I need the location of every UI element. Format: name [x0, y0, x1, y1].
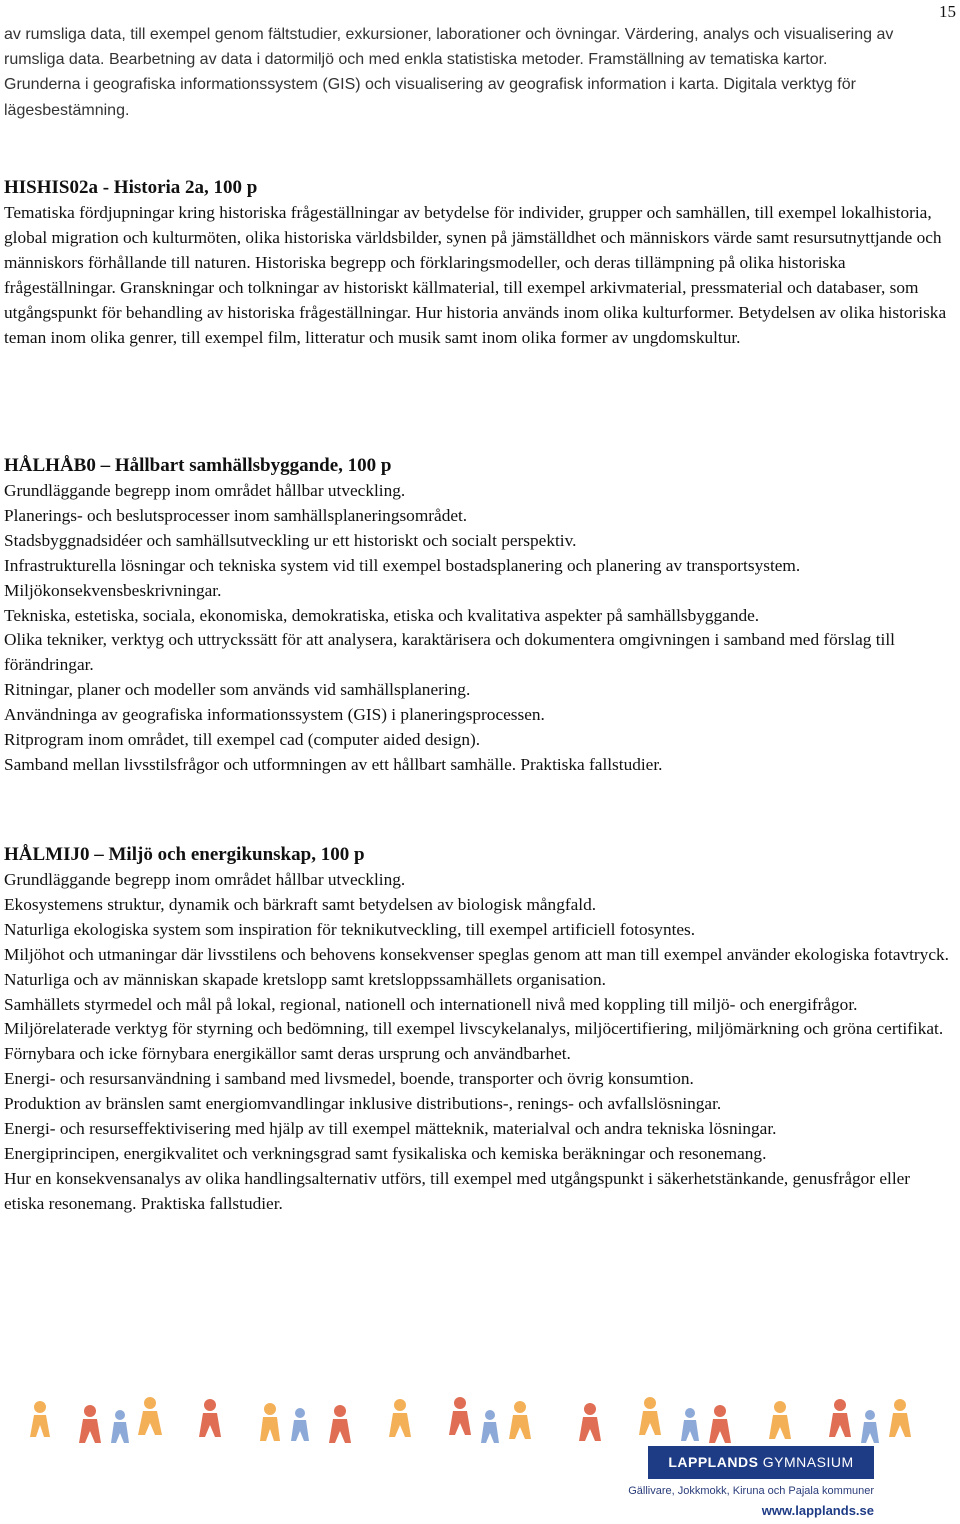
dancing-figures-decoration	[0, 1393, 960, 1453]
content-line: Planerings- och beslutsprocesser inom samhällsplaneringsområdet.	[4, 505, 468, 525]
course-heading: HISHIS02a - Historia 2a, 100 p	[4, 177, 258, 198]
content-line: Samhällets styrmedel och mål på lokal, regional, nationell och internationell nivå med koppling till miljö- och energifrågor.	[4, 994, 858, 1014]
content-line: Hur en konsekvensanalys av olika handlingsalternativ utförs, till exempel med utgångspunkt i säkerhetstänkande, genusfrågor eller etiska resonemang. Praktiska fallstudier.	[4, 1168, 911, 1213]
content-line: Ekosystemens struktur, dynamik och bärkraft samt betydelsen av biologisk mångfald.	[4, 894, 597, 914]
website-link[interactable]: www.lapplands.se	[761, 1503, 874, 1518]
brand-sub: GYMNASIUM	[762, 1454, 854, 1470]
municipalities-text: Gällivare, Jokkmokk, Kiruna och Pajala kommuner	[628, 1485, 874, 1497]
brand-main: LAPPLANDS	[668, 1454, 759, 1470]
content-line: Grundläggande begrepp inom området hållbar utveckling.	[4, 870, 406, 889]
school-logo-bar	[648, 1446, 874, 1479]
content-line: Produktion av bränslen samt energiomvandlingar inklusive distributions-, renings- och avfallslösningar.	[4, 1094, 722, 1114]
content-line: Ritprogram inom området, till exempel cad (computer aided design).	[4, 730, 481, 750]
content-line: Naturliga ekologiska system som inspiration för teknikutveckling, till exempel artificiell fotosyntes.	[4, 919, 696, 939]
course-section-historia	[4, 175, 954, 350]
school-footer	[0, 1393, 960, 1524]
content-line: Energiprincipen, energikvalitet och verkningsgrad samt fysikaliska och kemiska beräkningar och resonemang.	[4, 1143, 767, 1163]
course-heading: HÅLHÅB0 – Hållbart samhällsbyggande, 100 p	[4, 455, 392, 476]
content-line: Energi- och resurseffektivisering med hjälp av till exempel mätteknik, materialval och andra tekniska lösningar.	[4, 1119, 777, 1139]
course-section-miljo	[4, 842, 954, 1217]
content-line: Naturliga och av människan skapade kretslopp samt kretsloppssamhällets organisation.	[4, 969, 606, 989]
content-line: Förnybara och icke förnybara energikällor samt deras ursprung och användbarhet.	[4, 1044, 571, 1064]
course-heading: HÅLMIJ0 – Miljö och energikunskap, 100 p	[4, 844, 365, 865]
content-line: Användninga av geografiska informationssystem (GIS) i planeringsprocessen.	[4, 705, 545, 725]
intro-paragraph: av rumsliga data, till exempel genom fältstudier, exkursioner, laborationer och övningar. Värdering, analys och visualisering av rumsliga data. Bearbetning av data i datormiljö och med enkla statistiska metoder. Framställning av tematiska kartor. Grunderna i geografiska informationssystem (GIS) och visualisering av geografisk information i karta. Digitala verktyg för lägesbestämning.	[4, 26, 894, 119]
content-line: Miljöhot och utmaningar där livsstilens och behovens konsekvenser speglas genom att man till exempel använder ekologiska fotavtryck.	[4, 944, 949, 964]
content-line: Olika tekniker, verktyg och uttryckssätt för att analysera, karaktärisera och dokumentera omgivningen i samband med förslag till förändringar.	[4, 630, 895, 675]
content-line: Ritningar, planer och modeller som används vid samhällsplanering.	[4, 680, 471, 700]
content-line: Infrastrukturella lösningar och tekniska system vid till exempel bostadsplanering och planering av transportsystem. Miljökonsekvensbeskrivningar.	[4, 555, 801, 600]
content-line: Samband mellan livsstilsfrågor och utformningen av ett hållbart samhälle. Praktiska fallstudier.	[4, 754, 663, 774]
content-line: Miljörelaterade verktyg för styrning och bedömning, till exempel livscykelanalys, miljöcertifiering, miljömärkning och gröna certifikat.	[4, 1019, 944, 1039]
content-line: Energi- och resursanvändning i samband med livsmedel, boende, transporter och övrig konsumtion.	[4, 1069, 694, 1089]
course-description: Tematiska fördjupningar kring historiska frågeställningar av betydelse för individer, grupper och samhällen, till exempel lokalhistoria, global migration och kulturmöten, olika historiska världsbilder, synen på jämställdhet och människors värde samt resursutnyttjande och människors förhållande till naturen. Historiska begrepp och förklaringsmodeller, och deras tillämpning på olika historiska frågeställningar. Granskningar och tolkningar av historiskt källmaterial, till exempel arkivmaterial, pressmaterial och databaser, som utgångspunkt för behandling av historiska frågeställningar. Hur historia används inom olika kulturformer. Betydelsen av olika historiska teman inom olika genrer, till exempel film, litteratur och musik samt inom olika former av ungdomskultur.	[4, 203, 947, 347]
content-line: Tekniska, estetiska, sociala, ekonomiska, demokratiska, etiska och kvalitativa aspekter på samhällsbyggande.	[4, 605, 760, 625]
course-section-hallbart	[4, 453, 954, 778]
content-line: Grundläggande begrepp inom området hållbar utveckling.	[4, 481, 406, 500]
page-number: 15	[939, 2, 956, 21]
content-line: Stadsbyggnadsidéer och samhällsutveckling ur ett historiskt och socialt perspektiv.	[4, 530, 577, 550]
